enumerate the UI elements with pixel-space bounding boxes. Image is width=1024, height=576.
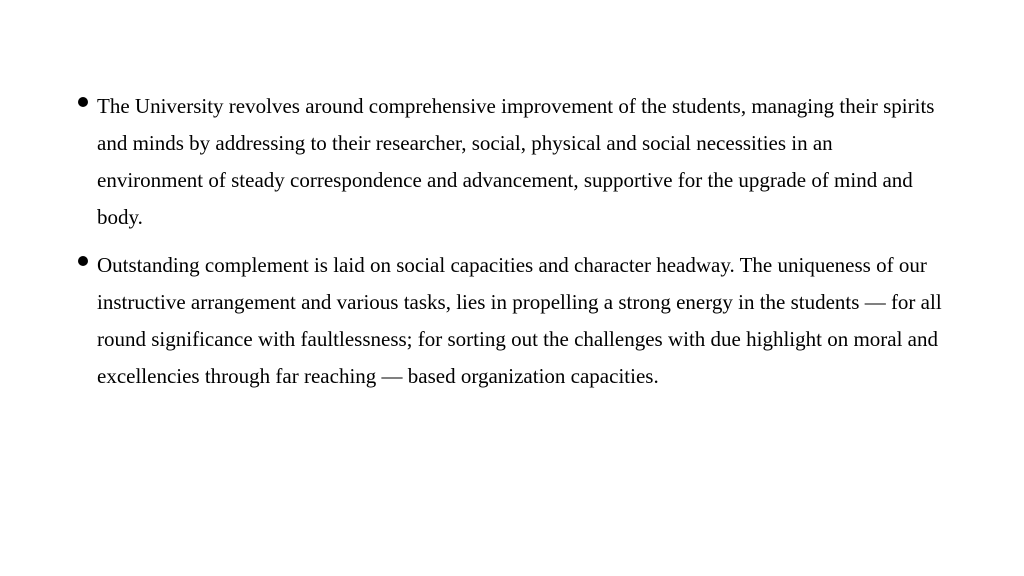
bullet-item-social-capacities bbox=[76, 247, 944, 395]
bullet-list bbox=[76, 88, 944, 406]
bullet-item-university-focus bbox=[76, 88, 944, 236]
bullet-text: The University revolves around comprehensive improvement of the students, managing their spirits and minds by addressing to their researcher, social, physical and social necessities in an environment of steady correspondence and advancement, supportive for the upgrade of mind and body. bbox=[97, 94, 935, 229]
bullet-dot-icon bbox=[78, 256, 88, 266]
bullet-dot-icon bbox=[78, 97, 88, 107]
bullet-text: Outstanding complement is laid on social capacities and character headway. The uniqueness of our instructive arrangement and various tasks, lies in propelling a strong energy in the students — for all round significance with faultlessness; for sorting out the challenges with due highlight on moral and excellencies through far reaching — based organization capacities. bbox=[97, 253, 942, 388]
